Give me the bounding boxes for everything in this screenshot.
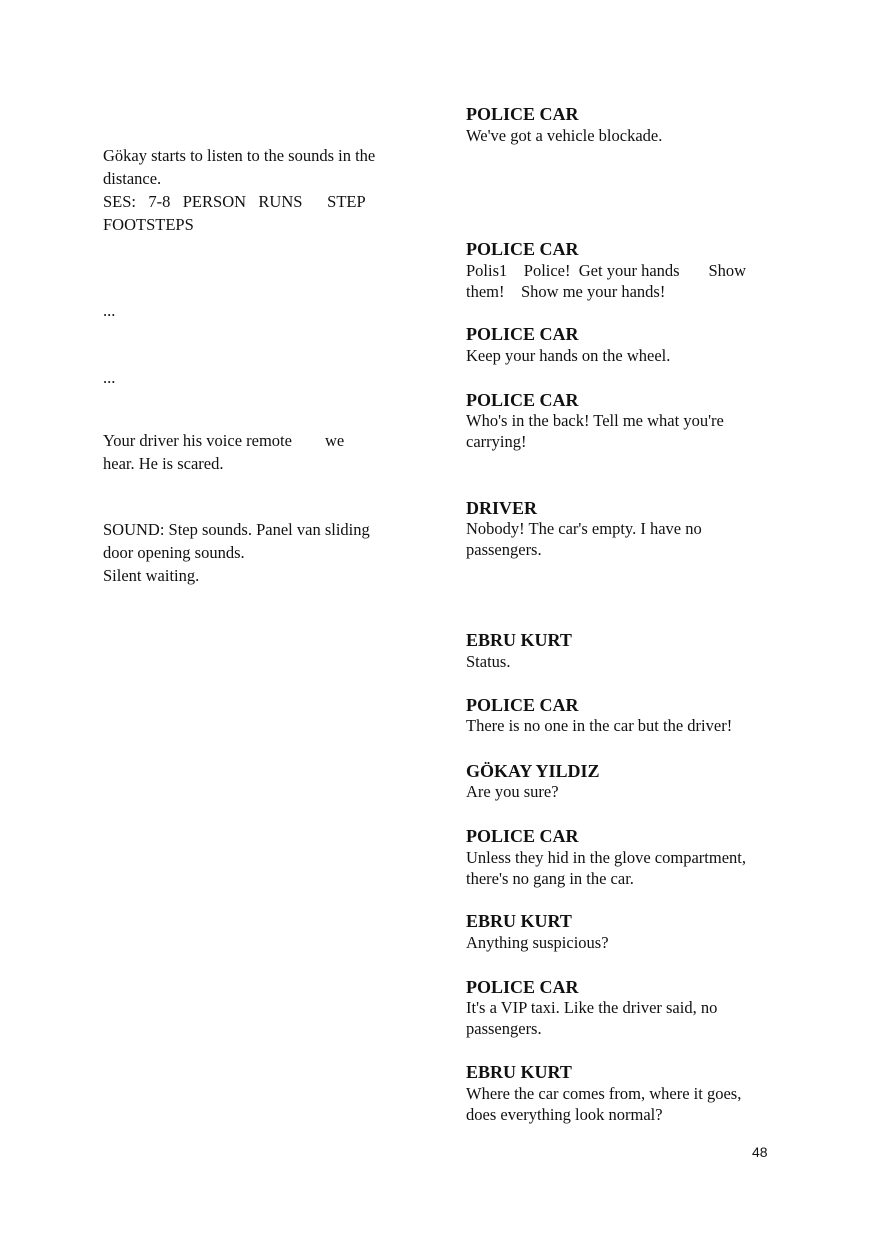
- sound-note-line-2: door opening sounds.: [103, 543, 245, 562]
- dialogue-line: Where the car comes from, where it goes,: [466, 1084, 742, 1103]
- speaker-name: EBRU KURT: [466, 911, 572, 931]
- sound-note-line-1: SOUND: Step sounds. Panel van sliding: [103, 520, 370, 539]
- dialogue-line: There is no one in the car but the driver!: [466, 716, 733, 735]
- action-driver-voice-line-1: Your driver his voice remote we: [103, 431, 345, 450]
- sound-note-line-3: Silent waiting.: [103, 566, 200, 585]
- page-number: 48: [752, 1144, 768, 1160]
- dialogue-line: Keep your hands on the wheel.: [466, 346, 671, 365]
- dialogue-line: carrying!: [466, 432, 527, 451]
- speaker-name: EBRU KURT: [466, 1062, 572, 1082]
- dialogue-line: there's no gang in the car.: [466, 869, 634, 888]
- speaker-name: POLICE CAR: [466, 324, 579, 344]
- dialogue-line: them! Show me your hands!: [466, 282, 666, 301]
- dialogue-line: It's a VIP taxi. Like the driver said, no: [466, 998, 718, 1017]
- speaker-name: EBRU KURT: [466, 630, 572, 650]
- dialogue-line: Who's in the back! Tell me what you're: [466, 411, 724, 430]
- dialogue-line: passengers.: [466, 540, 542, 559]
- dialogue-line: Are you sure?: [466, 782, 559, 801]
- dialogue-line: Anything suspicious?: [466, 933, 609, 952]
- speaker-name: GÖKAY YILDIZ: [466, 761, 600, 781]
- ses-note-line-2: FOOTSTEPS: [103, 215, 194, 234]
- ses-note-line-1: SES: 7-8 PERSON RUNS STEP: [103, 192, 366, 211]
- ellipsis-1: ...: [103, 301, 116, 320]
- dialogue-line: does everything look normal?: [466, 1105, 663, 1124]
- speaker-name: POLICE CAR: [466, 826, 579, 846]
- speaker-name: POLICE CAR: [466, 695, 579, 715]
- speaker-name: POLICE CAR: [466, 239, 579, 259]
- dialogue-line: Unless they hid in the glove compartment,: [466, 848, 746, 867]
- action-gokay-listens-line-1: Gökay starts to listen to the sounds in the: [103, 146, 376, 165]
- speaker-name: POLICE CAR: [466, 104, 579, 124]
- action-driver-voice-line-2: hear. He is scared.: [103, 454, 224, 473]
- speaker-name: POLICE CAR: [466, 390, 579, 410]
- dialogue-line: Nobody! The car's empty. I have no: [466, 519, 702, 538]
- action-gokay-listens-line-2: distance.: [103, 169, 162, 188]
- speaker-name: DRIVER: [466, 498, 538, 518]
- ellipsis-2: ...: [103, 368, 116, 387]
- speaker-name: POLICE CAR: [466, 977, 579, 997]
- dialogue-line: We've got a vehicle blockade.: [466, 126, 663, 145]
- dialogue-line: Polis1 Police! Get your hands Show: [466, 261, 747, 280]
- dialogue-line: Status.: [466, 652, 511, 671]
- dialogue-line: passengers.: [466, 1019, 542, 1038]
